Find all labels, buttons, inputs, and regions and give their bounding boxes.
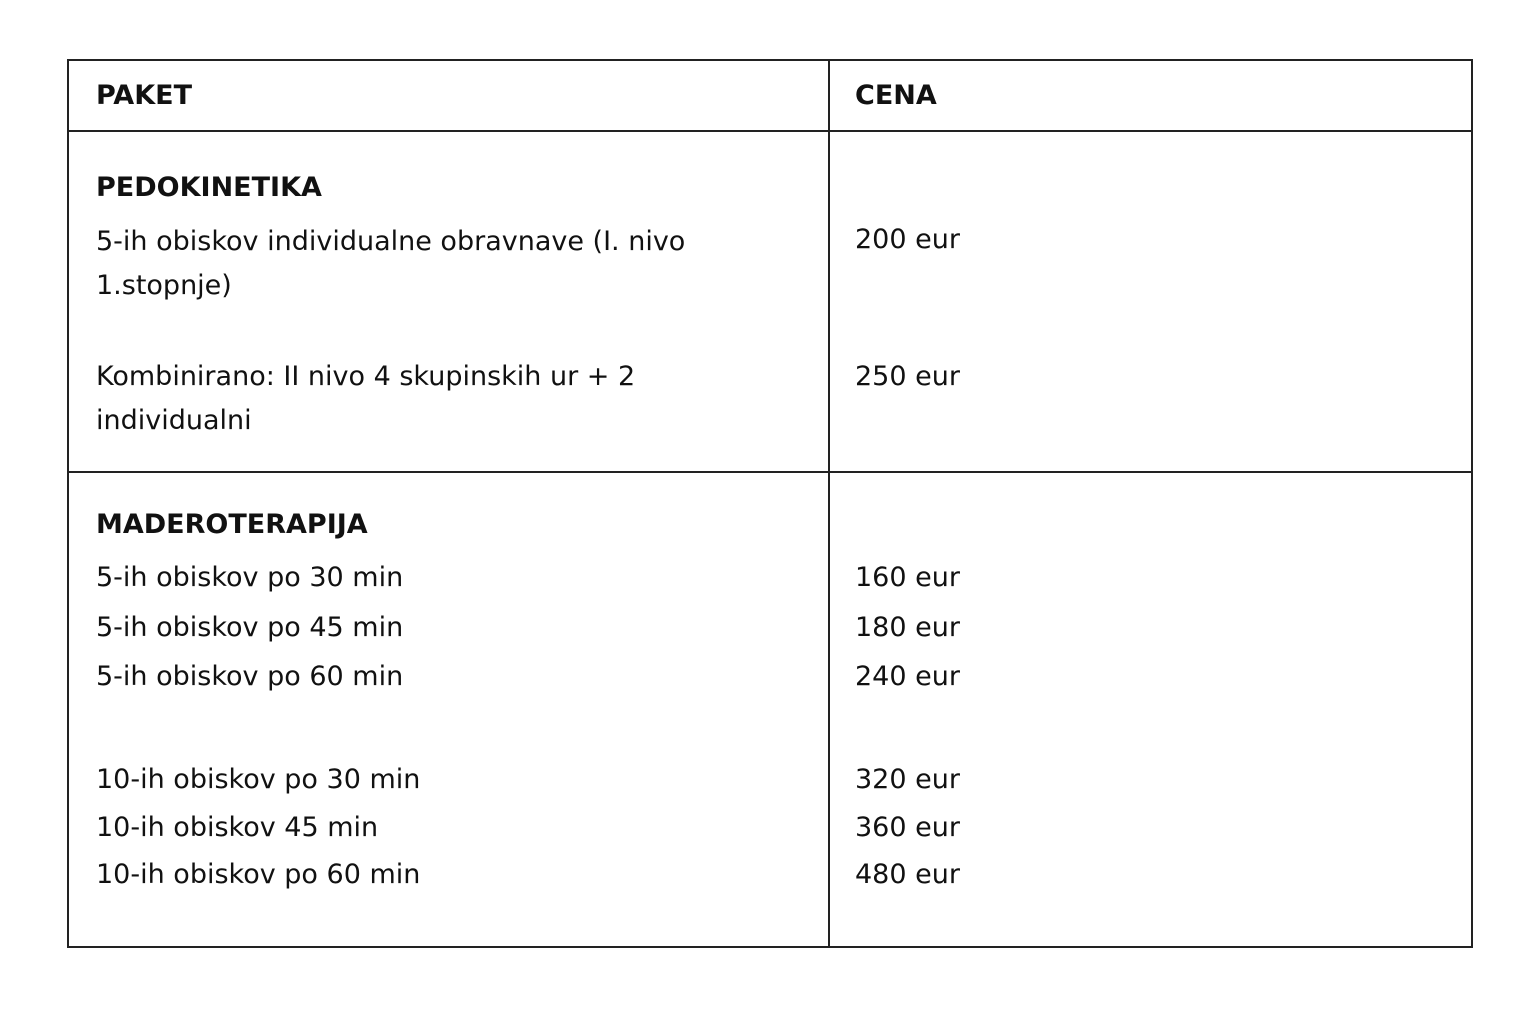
price-cell: 480 eur [855,859,960,890]
package-cell: 5-ih obiskov po 60 min [96,661,404,692]
section-title-pedokinetika: PEDOKINETIKA [96,172,322,203]
price-cell: 200 eur [855,224,960,255]
header-divider [69,130,1471,132]
package-cell-continued: individualni [96,405,252,436]
package-cell: 10-ih obiskov 45 min [96,812,379,843]
price-cell: 240 eur [855,661,960,692]
price-cell: 180 eur [855,612,960,643]
header-package: PAKET [96,80,192,111]
package-cell: Kombinirano: II nivo 4 skupinskih ur + 2 [96,361,636,392]
package-cell-continued: 1.stopnje) [96,270,232,301]
price-cell: 160 eur [855,562,960,593]
package-cell: 5-ih obiskov po 45 min [96,612,404,643]
header-price: CENA [855,80,937,111]
package-cell: 10-ih obiskov po 60 min [96,859,421,890]
price-cell: 250 eur [855,361,960,392]
price-cell: 360 eur [855,812,960,843]
price-cell: 320 eur [855,764,960,795]
section-title-maderoterapija: MADEROTERAPIJA [96,509,368,540]
section-divider [69,471,1471,473]
column-divider [828,61,830,946]
package-cell: 5-ih obiskov po 30 min [96,562,404,593]
package-cell: 5-ih obiskov individualne obravnave (I. nivo [96,226,686,257]
price-table [67,59,1473,948]
package-cell: 10-ih obiskov po 30 min [96,764,421,795]
